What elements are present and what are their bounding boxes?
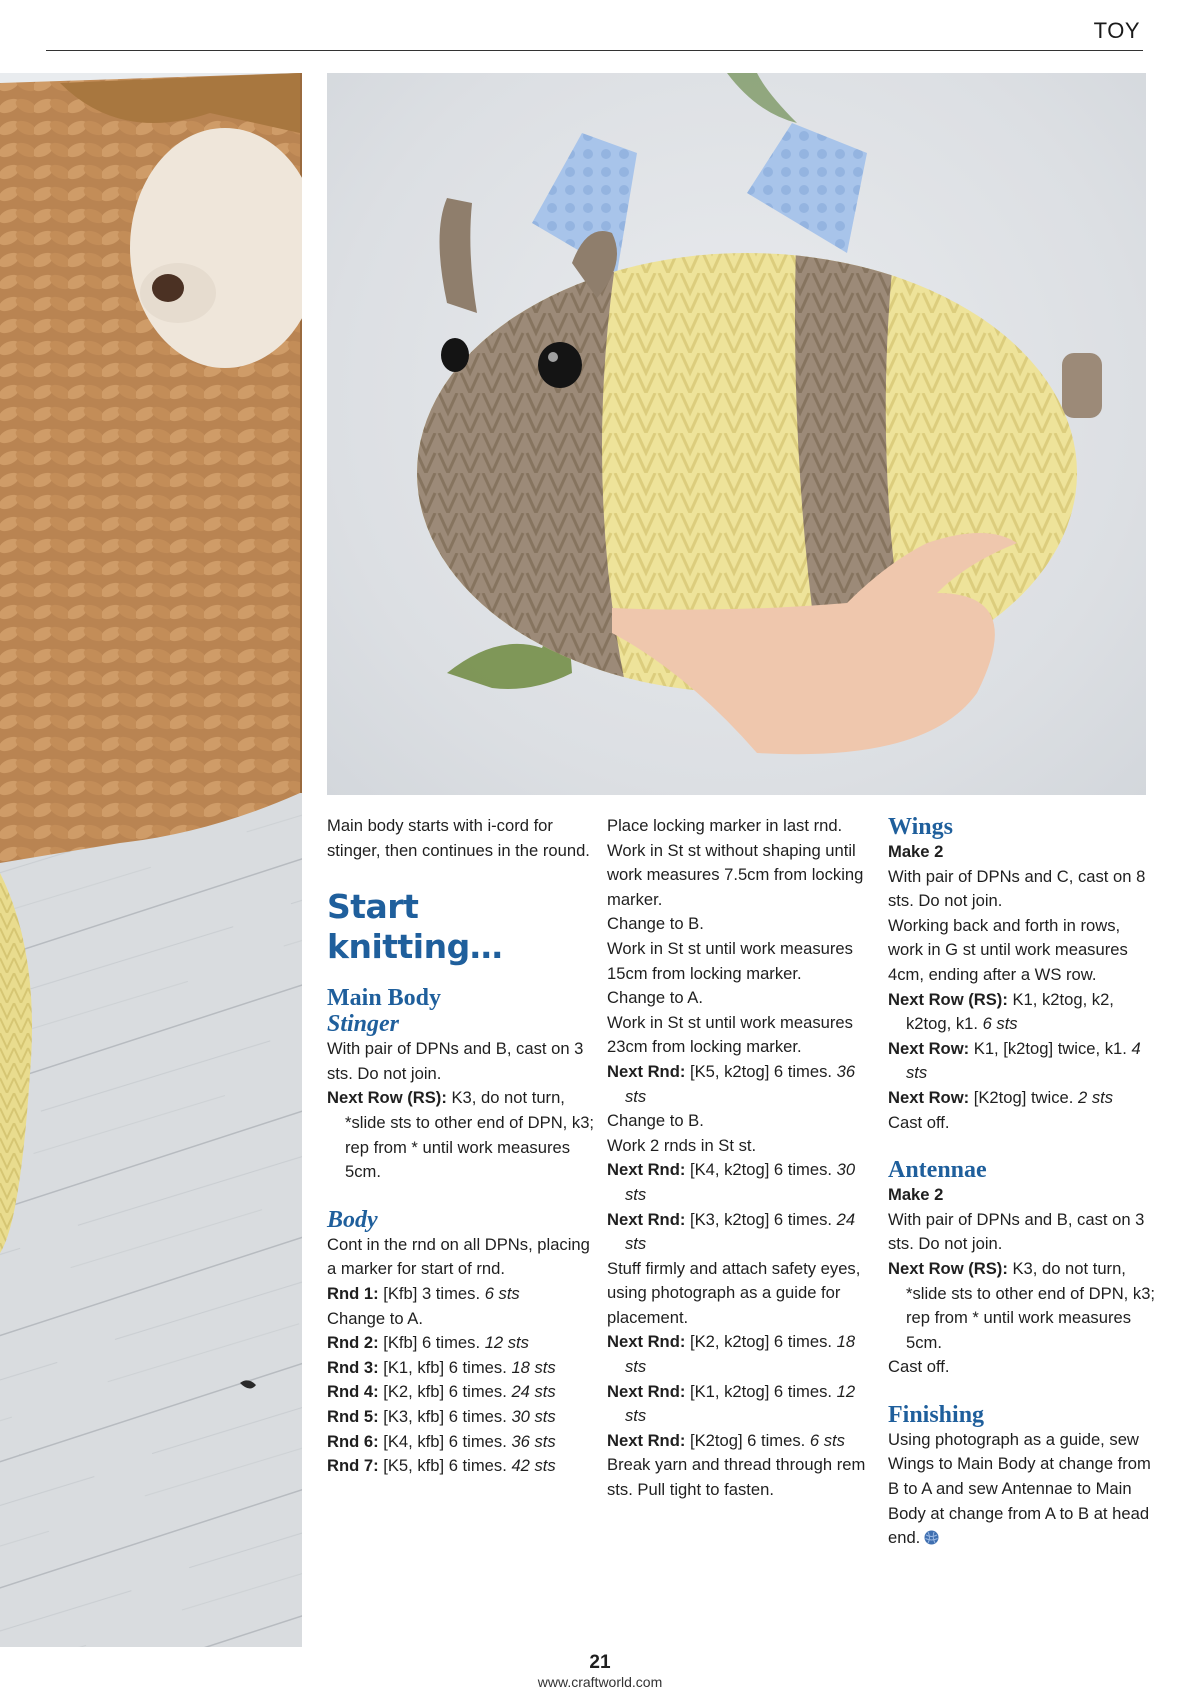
- instruction-text: Change to B.: [607, 914, 704, 934]
- instruction-text: Work in St st without shaping until work measures 7.5cm from locking marker.: [607, 840, 864, 909]
- header-rule: [46, 50, 1143, 51]
- body-heading: Body: [327, 1206, 378, 1233]
- finishing-heading: Finishing: [888, 1401, 985, 1428]
- antennae-heading: Antennae: [888, 1157, 987, 1184]
- body-text: Cont in the rnd on all DPNs, placing a marker for start of rnd.: [327, 1234, 590, 1279]
- knitted-bee-toy-photo: [327, 73, 1146, 795]
- next-rnd: Next Rnd: [K5, k2tog] 6 times. 36 sts: [607, 1061, 856, 1106]
- wings-cast-off: Cast off.: [888, 1112, 950, 1132]
- instruction-text: Work 2 rnds in St st.: [607, 1135, 757, 1155]
- start-knitting-heading: Start knitting…: [327, 887, 503, 967]
- stinger-text: With pair of DPNs and B, cast on 3 sts. Do not join.: [327, 1039, 584, 1083]
- wings-text: Working back and forth in rows, work in G st until work measures 4cm, ending after a WS row.: [888, 915, 1128, 984]
- page-number: 21: [589, 1652, 611, 1673]
- wings-make: Make 2: [888, 842, 944, 861]
- website-url: www.craftworld.com: [537, 1674, 663, 1690]
- basket-with-knitted-toy-photo: [0, 73, 302, 1647]
- change-to-a: Change to A.: [327, 1308, 423, 1328]
- rnd-4: Rnd 4: [K2, kfb] 6 times. 24 sts: [327, 1382, 556, 1402]
- instruction-text: Break yarn and thread through rem sts. Pull tight to fasten.: [607, 1455, 866, 1500]
- stinger-heading: Stinger: [327, 1011, 400, 1038]
- antennae-make: Make 2: [888, 1185, 944, 1205]
- main-body-heading: Main Body: [327, 985, 442, 1012]
- next-rnd: Next Rnd: [K1, k2tog] 6 times. 12 sts: [607, 1381, 856, 1426]
- column-2: [607, 814, 877, 1503]
- wings-row: Next Row: [K2tog] twice. 2 sts: [888, 1087, 1114, 1107]
- antennae-text: With pair of DPNs and B, cast on 3 sts. Do not join.: [888, 1209, 1145, 1254]
- rnd-3: Rnd 3: [K1, kfb] 6 times. 18 sts: [327, 1357, 556, 1377]
- next-rnd: Next Rnd: [K2, k2tog] 6 times. 18 sts: [607, 1332, 856, 1377]
- instruction-text: Change to B.: [607, 1111, 704, 1131]
- instruction-text: Stuff firmly and attach safety eyes, using photograph as a guide for placement.: [607, 1258, 861, 1327]
- rnd-7: Rnd 7: [K5, kfb] 6 times. 42 sts: [327, 1456, 556, 1476]
- wings-row: Next Row: K1, [k2tog] twice, k1. 4 sts: [888, 1038, 1141, 1083]
- finishing-text: Using photograph as a guide, sew Wings to Main Body at change from B to A and sew Antennae to Main Body at change from A to B at head end.: [888, 1429, 1151, 1548]
- section-label: TOY: [1093, 18, 1140, 43]
- antennae-cast-off: Cast off.: [888, 1357, 950, 1377]
- intro-text: Main body starts with i-cord for stinger, then continues in the round.: [327, 816, 590, 860]
- instruction-text: Change to A.: [607, 988, 703, 1008]
- antennae-row: Next Row (RS): K3, do not turn, *slide sts to other end of DPN, k3; rep from * until work measures 5cm.: [888, 1258, 1156, 1352]
- instruction-text: Work in St st until work measures 15cm from locking marker.: [607, 938, 853, 983]
- next-rnd: Next Rnd: [K3, k2tog] 6 times. 24 sts: [607, 1209, 856, 1254]
- instruction-text: Work in St st until work measures 23cm from locking marker.: [607, 1012, 853, 1057]
- instruction-text: Place locking marker in last rnd.: [607, 816, 843, 835]
- wings-heading: Wings: [888, 814, 953, 840]
- yarn-ball-icon: [924, 1528, 939, 1543]
- next-rnd: Next Rnd: [K4, k2tog] 6 times. 30 sts: [607, 1160, 856, 1204]
- wings-row: Next Row (RS): K1, k2tog, k2, k2tog, k1. 6 sts: [888, 989, 1114, 1034]
- column-3: [888, 814, 1158, 1551]
- rnd-2: Rnd 2: [Kfb] 6 times. 12 sts: [327, 1333, 529, 1353]
- wings-text: With pair of DPNs and C, cast on 8 sts. Do not join.: [888, 866, 1146, 911]
- next-rnd: Next Rnd: [K2tog] 6 times. 6 sts: [607, 1430, 845, 1450]
- rnd-6: Rnd 6: [K4, kfb] 6 times. 36 sts: [327, 1431, 556, 1451]
- rnd-1: Rnd 1: [Kfb] 3 times. 6 sts: [327, 1283, 520, 1303]
- stinger-row: Next Row (RS): K3, do not turn, *slide sts to other end of DPN, k3; rep from * until work measures 5cm.: [327, 1088, 595, 1182]
- column-1: [327, 814, 597, 1479]
- rnd-5: Rnd 5: [K3, kfb] 6 times. 30 sts: [327, 1406, 556, 1426]
